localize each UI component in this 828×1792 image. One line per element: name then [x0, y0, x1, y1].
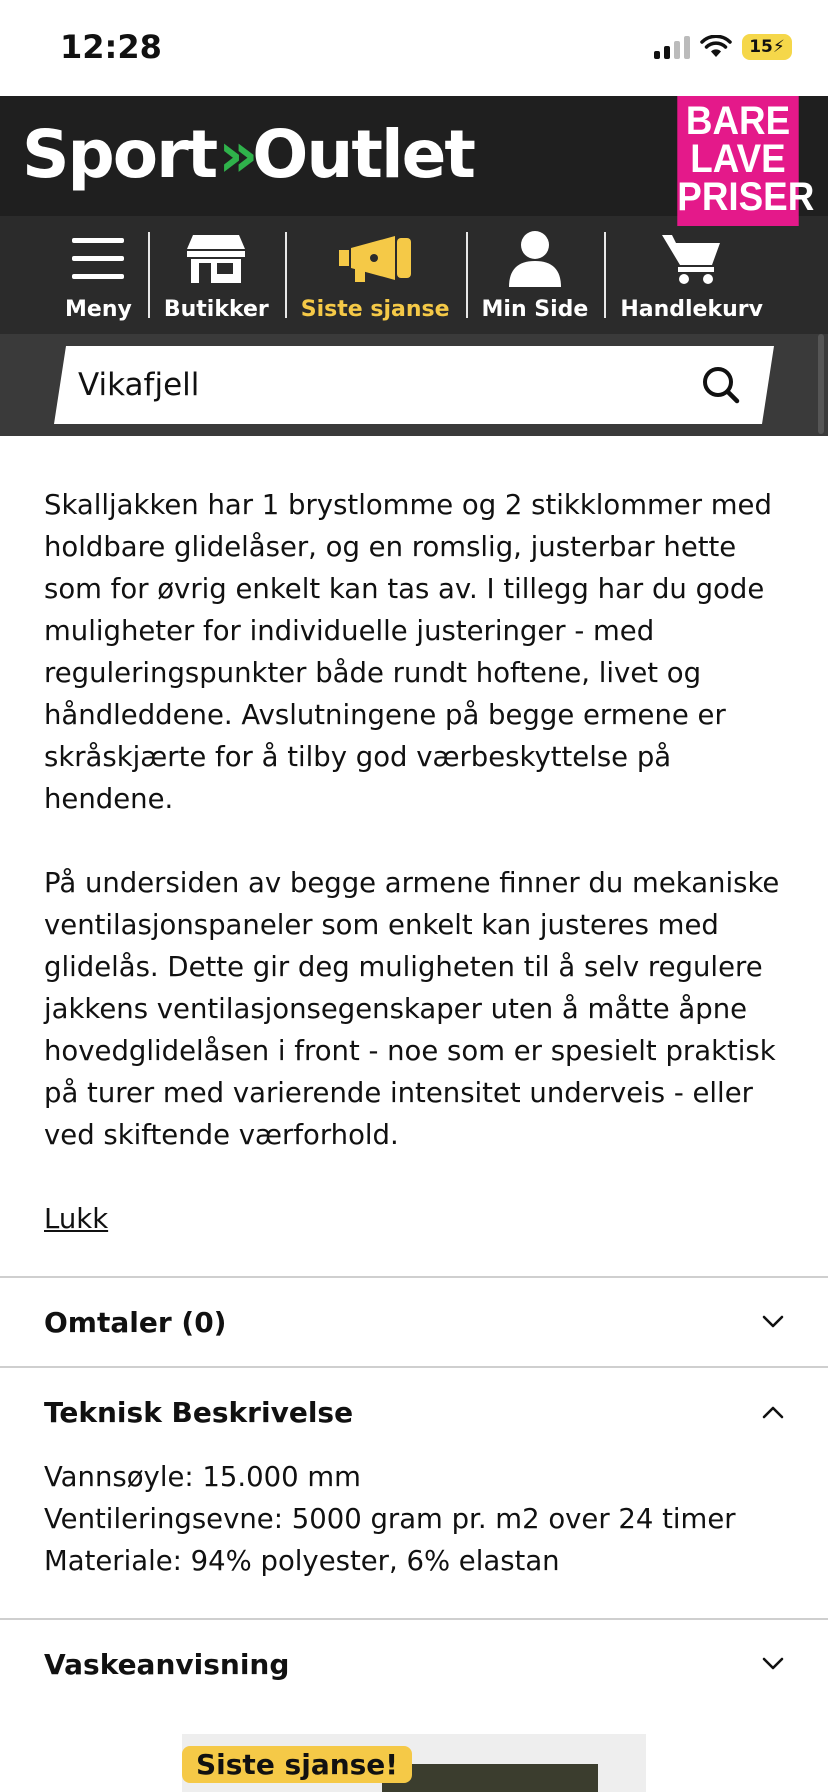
status-icons: [654, 34, 792, 60]
site-header: [0, 96, 828, 219]
promo-line-2: LAVE: [690, 137, 786, 181]
sport-outlet-logo[interactable]: [22, 116, 474, 193]
accordion-washing-title: Vaskeanvisning: [44, 1647, 290, 1681]
nav-item-min-side[interactable]: [466, 216, 605, 334]
accordion-reviews[interactable]: [0, 1276, 828, 1366]
search-input[interactable]: [78, 367, 678, 403]
search-icon[interactable]: [702, 366, 740, 404]
menu-icon: [72, 238, 124, 280]
megaphone-icon: [339, 236, 411, 282]
chevron-up-icon: [762, 1405, 784, 1419]
logo-text-sport: Sport: [22, 116, 217, 193]
description-paragraph-2: På undersiden av begge armene finner du mekaniske ventilasjonspaneler som enkelt kan justeres med glidelås. Dette gir deg muligheten til å selv regulere jakkens ventilasjonsegenskaper uten å måtte åpne hovedglidelåsen i front - noe som er spesielt praktisk på turer med varierende intensitet underveis - eller ved skiftende værforhold.: [44, 867, 780, 1151]
promo-line-3: PRISER: [677, 175, 815, 219]
nav-item-butikker[interactable]: [148, 216, 285, 334]
cart-icon: [662, 233, 722, 285]
main-nav: [0, 216, 828, 334]
logo-text-outlet: Outlet: [252, 116, 474, 193]
description-paragraph-1: Skalljakken har 1 brystlomme og 2 stikklommer med holdbare glidelåser, og en romslig, justerbar hette som for øvrig enkelt kan tas av. I tillegg har du gode muligheter for individuelle justeringer - med reguleringspunkter både rundt hoftene, livet og håndleddene. Avslutningene på begge ermene er skråskjærte for å tilby god værbeskyttelse på hendene.: [44, 489, 772, 815]
nav-label-handlekurv: Handlekurv: [620, 297, 763, 322]
spec-breathability: Ventileringsevne: 5000 gram pr. m2 over 24 timer: [44, 1503, 736, 1535]
battery-level: 15: [749, 37, 773, 57]
nav-item-siste-sjanse[interactable]: [285, 216, 466, 334]
chevron-down-icon: [762, 1315, 784, 1329]
store-icon: [187, 235, 245, 283]
promo-line-1: BARE: [685, 99, 791, 143]
nav-item-handlekurv[interactable]: [604, 216, 779, 334]
status-bar: [0, 0, 828, 96]
scrollbar[interactable]: [818, 334, 824, 434]
signal-icon: [654, 35, 690, 59]
nav-label-butikker: Butikker: [163, 297, 269, 322]
spec-water-column: Vannsøyle: 15.000 mm: [44, 1461, 361, 1493]
bare-lave-priser-badge[interactable]: [677, 96, 815, 226]
nav-label-siste-sjanse: Siste sjanse: [300, 297, 450, 322]
accordion-washing[interactable]: [0, 1618, 828, 1708]
product-card-preview[interactable]: [182, 1734, 646, 1792]
search-field-container: [54, 346, 774, 424]
accordion-reviews-title: Omtaler (0): [44, 1305, 227, 1339]
wifi-icon: [700, 35, 732, 59]
nav-item-meny[interactable]: [49, 216, 148, 334]
logo-arrows: »: [218, 118, 251, 191]
technical-specs: [0, 1456, 828, 1600]
status-time: 12:28: [60, 28, 162, 66]
accordion-technical-title: Teknisk Beskrivelse: [44, 1395, 354, 1429]
product-image: [382, 1764, 598, 1792]
nav-label-min-side: Min Side: [481, 297, 589, 322]
nav-label-meny: Meny: [65, 297, 132, 322]
product-description: [0, 436, 828, 1240]
chevron-down-icon: [762, 1657, 784, 1671]
battery-icon: 15 ⚡: [742, 34, 792, 60]
siste-sjanse-badge: Siste sjanse!: [182, 1746, 412, 1783]
close-description-link[interactable]: Lukk: [44, 1203, 109, 1235]
accordion-technical[interactable]: [0, 1366, 828, 1600]
cut-off-line: [44, 426, 784, 460]
spec-material: Materiale: 94% polyester, 6% elastan: [44, 1545, 560, 1577]
search-bar: [0, 334, 828, 436]
user-icon: [509, 231, 561, 287]
